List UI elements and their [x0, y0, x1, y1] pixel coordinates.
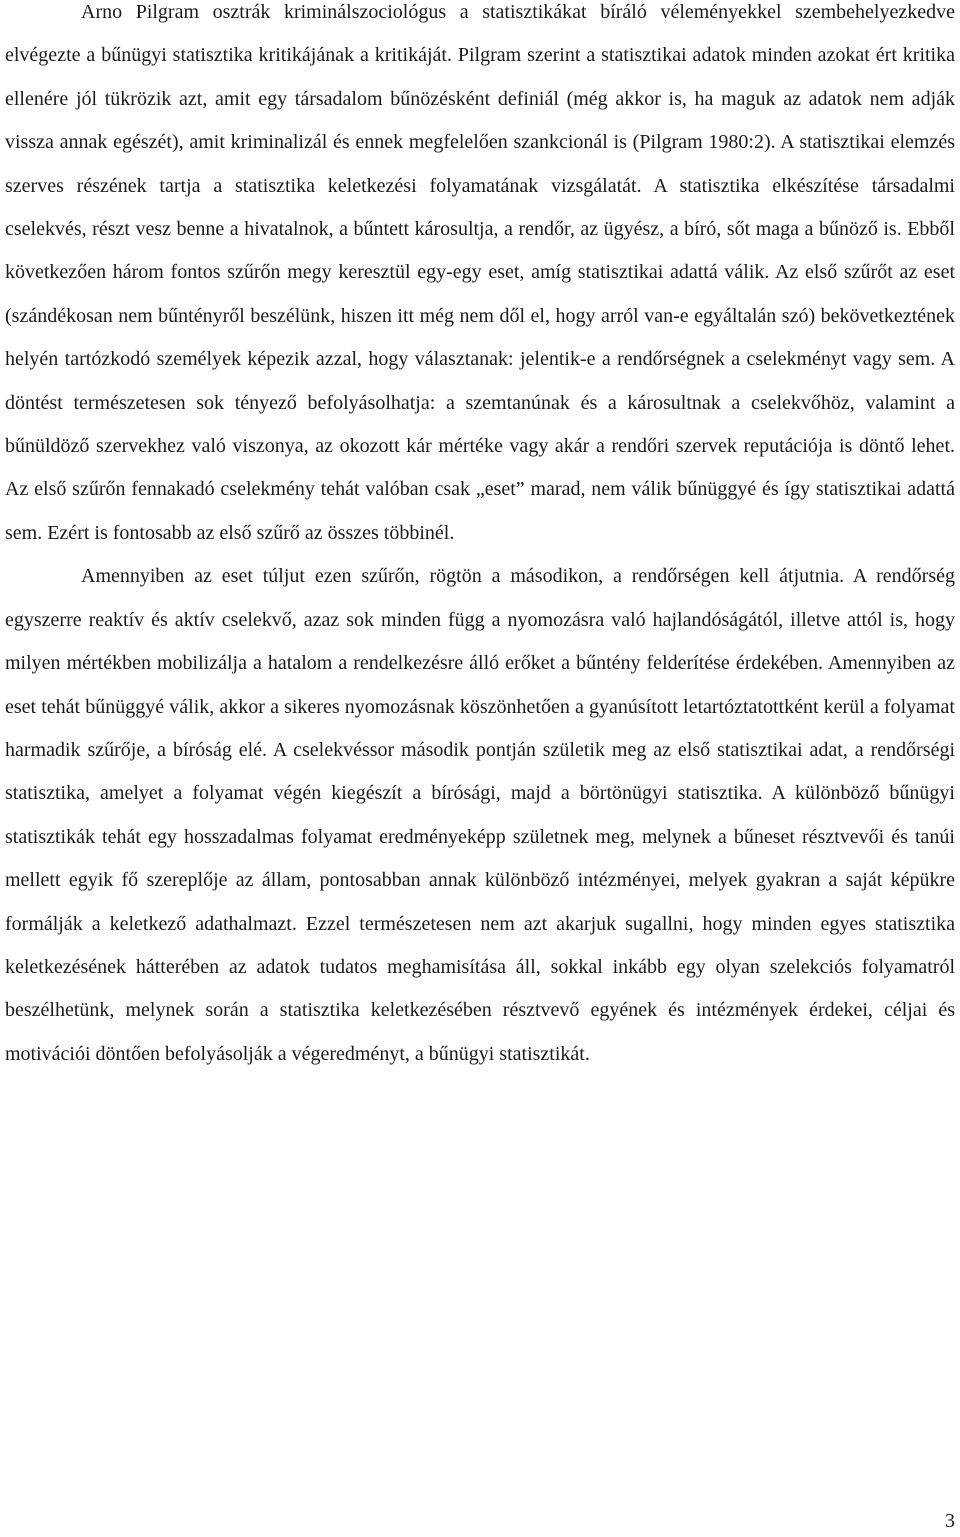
body-paragraph-1: Arno Pilgram osztrák kriminálszociológus a statisztikákat bíráló véleményekkel szembehelyezkedve elvégezte a bűnügyi statisztika kritikájának a kritikáját. Pilgram szerint a statisztikai adatok minden azokat ért kritika ellenére jól tükrözik azt, amit egy társadalom bűnözésként definiál (még akkor is, ha maguk az adatok nem adják vissza annak egészét), amit kriminalizál és ennek megfelelően szankcionál is (Pilgram 1980:2). A statisztikai elemzés szerves részének tartja a statisztika keletkezési folyamatának vizsgálatát. A statisztika elkészítése társadalmi cselekvés, részt vesz benne a hivatalnok, a bűntett károsultja, a rendőr, az ügyész, a bíró, sőt maga a bűnöző is. Ebből következően három fontos szűrőn megy keresztül egy-egy eset, amíg statisztikai adattá válik. Az első szűrőt az eset (szándékosan nem bűntényről beszélünk, hiszen itt még nem dől el, hogy arról van-e egyáltalán szó) bekövetkeztének helyén tartózkodó személyek képezik azzal, hogy választanak: jelentik-e a rendőrségnek a cselekményt vagy sem. A döntést természetesen sok tényező befolyásolhatja: a szemtanúnak és a károsultnak a cselekvőhöz, valamint a bűnüldöző szervekhez való viszonya, az okozott kár mértéke vagy akár a rendőri szervek reputációja is döntő lehet. Az első szűrőn fennakadó cselekmény tehát valóban csak „eset” marad, nem válik bűnüggyé és így statisztikai adattá sem. Ezért is fontosabb az első szűrő az összes többinél. — [5, 1, 955, 544]
page-number: 3 — [945, 1510, 955, 1532]
document-page — [5, 0, 955, 1076]
body-paragraph-2: Amennyiben az eset túljut ezen szűrőn, rögtön a másodikon, a rendőrségen kell átjutnia. A rendőrség egyszerre reaktív és aktív cselekvő, azaz sok minden függ a nyomozásra való hajlandóságától, illetve attól is, hogy milyen mértékben mobilizálja a hatalom a rendelkezésre álló erőket a bűntény felderítése érdekében. Amennyiben az eset tehát bűnüggyé válik, akkor a sikeres nyomozásnak köszönhetően a gyanúsított letartóztatottként kerül a folyamat harmadik szűrője, a bíróság elé. A cselekvéssor második pontján születik meg az első statisztikai adat, a rendőrségi statisztika, amelyet a folyamat végén kiegészít a bírósági, majd a börtönügyi statisztika. A különböző bűnügyi statisztikák tehát egy hosszadalmas folyamat eredményeképp születnek meg, melynek a bűneset résztvevői és tanúi mellett egyik fő szereplője az állam, pontosabban annak különböző intézményei, melyek gyakran a saját képükre formálják a keletkező adathalmazt. Ezzel természetesen nem azt akarjuk sugallni, hogy minden egyes statisztika keletkezésének hátterében az adatok tudatos meghamisítása áll, sokkal inkább egy olyan szelekciós folyamatról beszélhetünk, melynek során a statisztika keletkezésében résztvevő egyének és intézmények érdekei, céljai és motivációi döntően befolyásolják a végeredményt, a bűnügyi statisztikát. — [5, 565, 955, 1065]
